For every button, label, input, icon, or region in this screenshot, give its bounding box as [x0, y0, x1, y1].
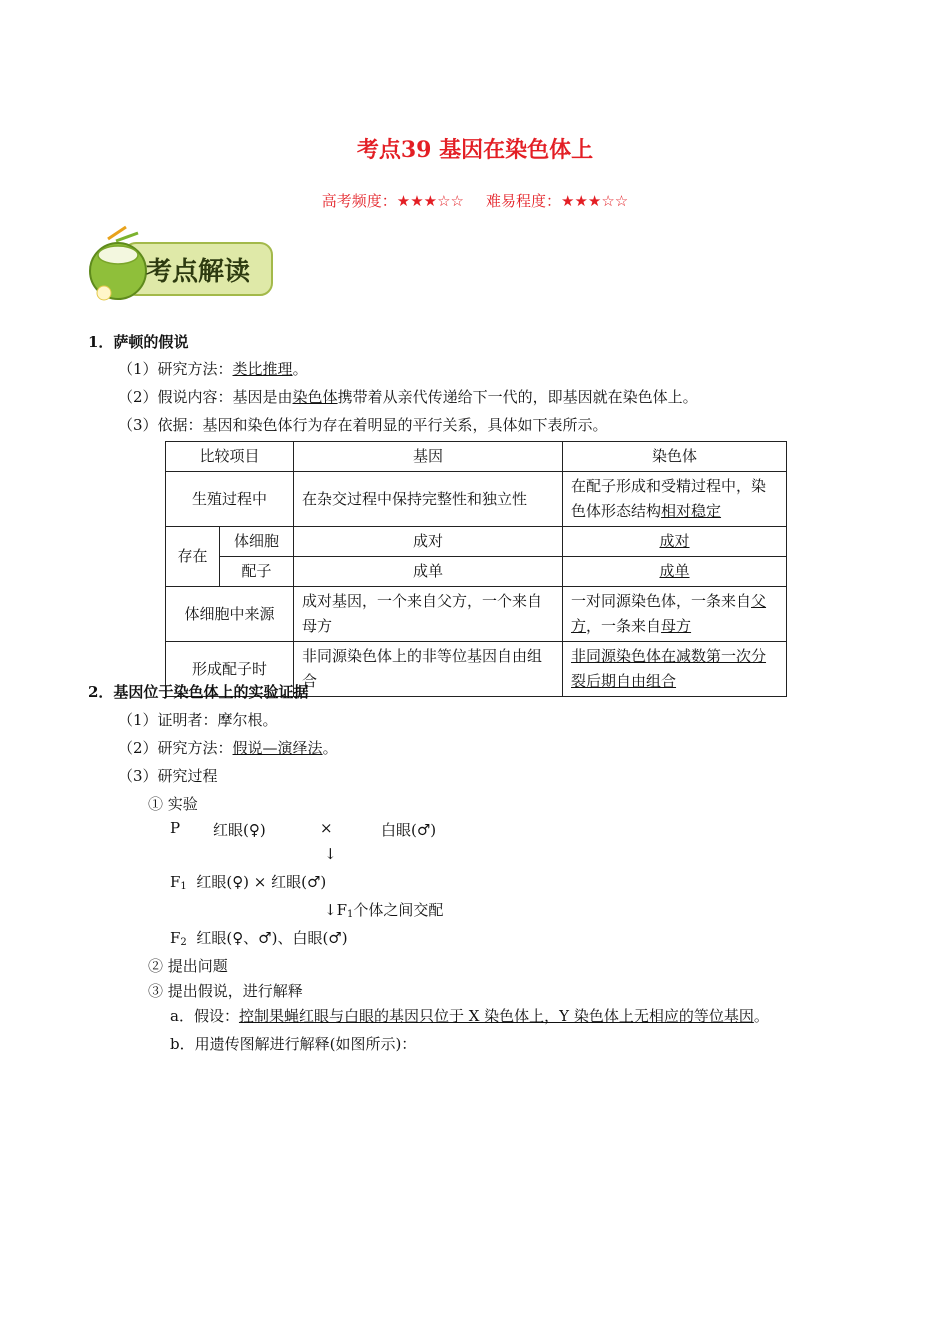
difficulty-label: 难易程度： — [486, 192, 562, 210]
explanation-line: b．用遗传图解进行解释(如图所示)： — [170, 1035, 417, 1053]
header-cell: 比较项目 — [166, 442, 294, 472]
s1-para1 — [118, 358, 308, 379]
row-label: 形成配子时 — [166, 642, 294, 697]
f1-label: F — [170, 873, 181, 891]
step3-label: ③ 提出假说，进行解释 — [148, 982, 303, 1000]
s2-p2-end: 。 — [322, 739, 338, 757]
s1-p1-underline: 类比推理 — [232, 360, 293, 378]
f1-note-label: F — [336, 901, 347, 919]
sub-label: 配子 — [220, 557, 294, 587]
table-row — [166, 527, 787, 557]
s1-p2-text: （2）假说内容：基因是由 — [118, 388, 293, 406]
chromosome-cell — [563, 527, 787, 557]
chr-underline: 相对稳定 — [661, 502, 722, 520]
section1-heading: 1．萨顿的假说 — [88, 333, 189, 351]
p-male: 白眼(♂) — [381, 821, 437, 839]
table-row — [166, 472, 787, 527]
p-female: 红眼(♀) — [213, 821, 266, 839]
table-row — [166, 587, 787, 642]
row-label: 生殖过程中 — [166, 472, 294, 527]
s1-p2-end: 携带着从亲代传递给下一代的，即基因就在染色体上。 — [337, 388, 698, 406]
hypothesis-underline: 控制果蝇红眼与白眼的基因只位于 X 染色体上，Y 染色体上无相应的等位基因 — [238, 1007, 754, 1025]
row-label: 体细胞中来源 — [166, 587, 294, 642]
header-cell: 基因 — [294, 442, 563, 472]
chromosome-cell — [563, 557, 787, 587]
f2-sub: 2 — [180, 937, 187, 948]
gene-cell: 成对基因，一个来自父方，一个来自母方 — [294, 587, 563, 642]
s2-para2 — [118, 737, 338, 758]
s1-p1-text: （1）研究方法： — [118, 360, 233, 378]
chr-text: 一对同源染色体，一条来自 — [571, 592, 752, 610]
s2-para3: （3）研究过程 — [118, 767, 218, 785]
chromosome-cell — [563, 642, 787, 697]
freq-stars: ★★★☆☆ — [396, 192, 464, 210]
down-arrow-icon: ↓ — [324, 901, 337, 919]
row-label: 存在 — [166, 527, 220, 587]
chromosome-cell — [563, 587, 787, 642]
table-row — [166, 442, 787, 472]
down-arrow-icon: ↓ — [324, 845, 337, 863]
s1-p1-end: 。 — [292, 360, 308, 378]
f2-line — [170, 927, 348, 948]
f2-label: F — [170, 929, 181, 947]
chr-text: 在配子形成和受精过程中，染色体形态结构 — [571, 477, 767, 520]
frequency-line — [0, 190, 950, 211]
chromosome-cell — [563, 472, 787, 527]
hypothesis-line — [170, 1005, 769, 1026]
f1-note-sub: 1 — [347, 909, 354, 920]
table-row — [166, 557, 787, 587]
f1-line — [170, 871, 326, 892]
badge-text: 考点解读 — [145, 257, 251, 287]
chr-underline: 非同源染色体在减数第一次分裂后期自由组合 — [571, 647, 767, 690]
hypothesis-label: a．假设： — [170, 1007, 239, 1025]
s1-p2-underline: 染色体 — [292, 388, 338, 406]
gene-cell: 非同源染色体上的非等位基因自由组合 — [294, 642, 563, 697]
difficulty-stars: ★★★☆☆ — [561, 192, 629, 210]
page-title: 考点39 基因在染色体上 — [356, 137, 594, 163]
chr-text: ，一条来自 — [586, 617, 662, 635]
header-cell: 染色体 — [563, 442, 787, 472]
generation-p: P — [170, 819, 181, 837]
comparison-table — [165, 441, 787, 697]
section-badge-icon — [86, 225, 276, 307]
hypothesis-end: 。 — [753, 1007, 769, 1025]
s2-p2-text: （2）研究方法： — [118, 739, 233, 757]
step2-label: ② 提出问题 — [148, 957, 228, 975]
freq-label: 高考频度： — [321, 192, 397, 210]
chr-underline: 成对 — [659, 532, 690, 550]
gene-cell: 在杂交过程中保持完整性和独立性 — [294, 472, 563, 527]
gene-cell: 成单 — [294, 557, 563, 587]
s1-para2 — [118, 386, 698, 407]
chr-underline: 母方 — [661, 617, 692, 635]
chr-underline: 父方 — [571, 592, 767, 635]
f1-note-text: 个体之间交配 — [353, 901, 444, 919]
f1-cross: 红眼(♀) × 红眼(♂) — [196, 873, 327, 891]
experiment-label: ① 实验 — [148, 795, 198, 813]
f2-result: 红眼(♀、♂)、白眼(♂) — [196, 929, 348, 947]
cross-symbol: × — [320, 819, 333, 837]
chr-underline: 成单 — [659, 562, 690, 580]
sub-label: 体细胞 — [220, 527, 294, 557]
section2-heading: 2．基因位于染色体上的实验证据 — [88, 683, 309, 701]
f1-mating — [324, 899, 443, 920]
s1-para3: （3）依据：基因和染色体行为存在着明显的平行关系，具体如下表所示。 — [118, 416, 608, 434]
gene-cell: 成对 — [294, 527, 563, 557]
s2-para1: （1）证明者：摩尔根。 — [118, 711, 278, 729]
f1-sub: 1 — [180, 881, 187, 892]
s2-p2-underline: 假说—演绎法 — [232, 739, 323, 757]
